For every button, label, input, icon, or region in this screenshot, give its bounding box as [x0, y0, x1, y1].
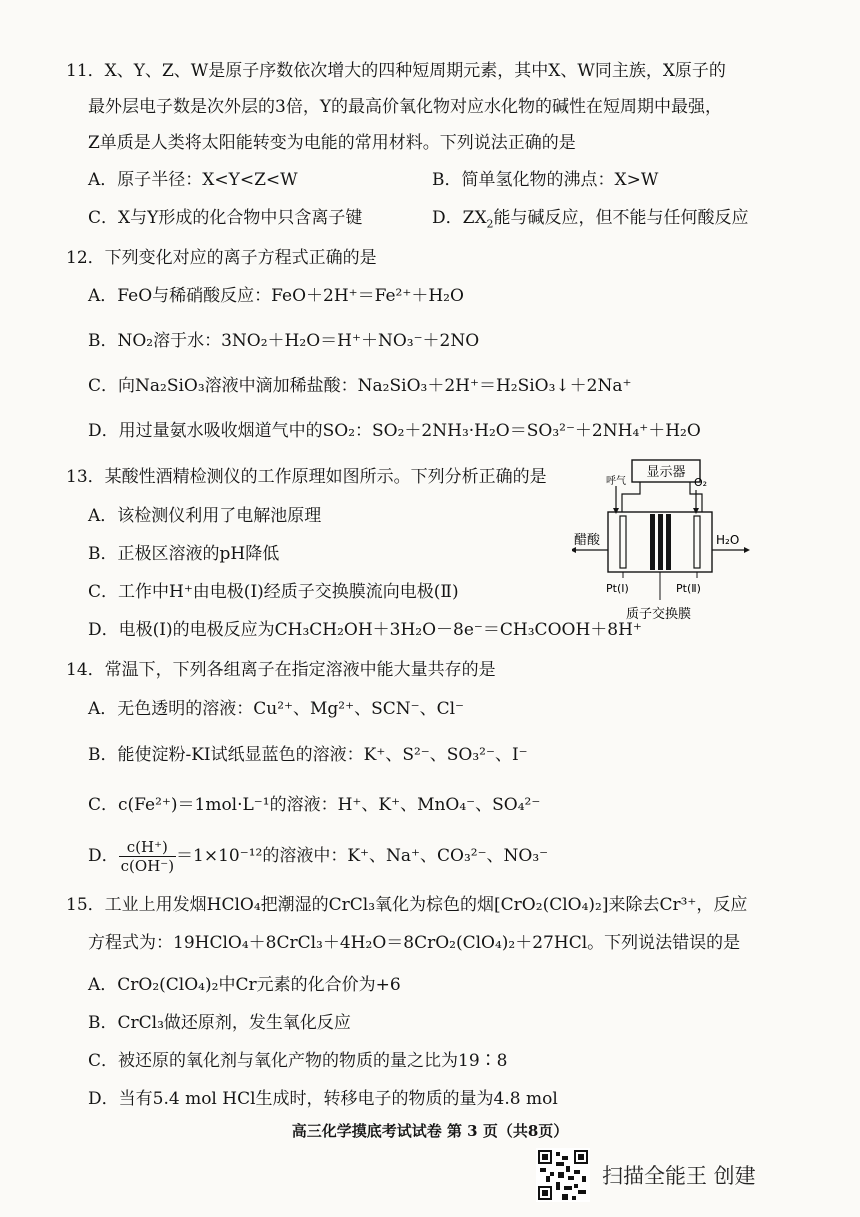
display-label: 显示器 [646, 465, 686, 480]
oxygen-label: O₂ [694, 476, 708, 489]
q14-option-b: B．能使淀粉-KI试纸显蓝色的溶液：K⁺、S²⁻、SO₃²⁻、I⁻ [88, 745, 528, 765]
q13-stem: 13．某酸性酒精检测仪的工作原理如图所示。下列分析正确的是 [66, 467, 547, 487]
q15-option-b: B．CrCl₃做还原剂，发生氧化反应 [88, 1013, 351, 1033]
electrode-pt1 [620, 516, 626, 568]
page-footer: 高三化学摸底考试试卷 第 3 页（共8页） [291, 1122, 569, 1140]
q11-option-c: C．X与Y形成的化合物中只含离子键 [88, 208, 363, 228]
q14-option-c: C．c(Fe²⁺)＝1mol·L⁻¹的溶液：H⁺、K⁺、MnO₄⁻、SO₄²⁻ [88, 795, 541, 815]
concentration-ratio-fraction: $\frac{c(H^+)}{c(OH^-)}$ [120, 838, 175, 875]
alcohol-detector-diagram [572, 454, 752, 644]
pt1-label: Pt(Ⅰ) [606, 582, 629, 595]
q11-option-d: D．$ZX_2$能与碱反应，但不能与任何酸反应 [432, 208, 749, 231]
q13-option-d: D．电极(I)的电极反应为CH₃CH₂OH＋3H₂O－8e⁻＝CH₃COOH＋8H⁺ [88, 620, 642, 640]
q15-option-d: D．当有5.4 mol HCl生成时，转移电子的物质的量为4.8 mol [88, 1089, 558, 1109]
q11-option-b: B．简单氢化物的沸点：X>W [432, 170, 659, 190]
proton-membrane [650, 514, 655, 570]
q12-option-a: A．FeO与稀硝酸反应：FeO＋2H⁺＝Fe²⁺＋H₂O [88, 286, 464, 306]
q11-stem-line1: 11．X、Y、Z、W是原子序数依次增大的四种短周期元素，其中X、W同主族，X原子的 [66, 61, 726, 81]
q11-option-a: A．原子半径：X<Y<Z<W [88, 170, 298, 190]
q14-option-d: D． $\frac{c(H^+)}{c(OH^-)}$ ＝1×10⁻¹²的溶液中：K⁺、Na⁺、CO₃²⁻、NO₃⁻ [88, 838, 549, 875]
q13-option-c: C．工作中H⁺由电极(I)经质子交换膜流向电极(Ⅱ) [88, 582, 459, 602]
q13-option-b: B．正极区溶液的pH降低 [88, 544, 280, 564]
membrane-label: 质子交换膜 [626, 607, 692, 622]
q15-stem-line2: 方程式为：19HClO₄＋8CrCl₃＋4H₂O＝8CrO₂(ClO₄)₂＋27HCl。下列说法错误的是 [88, 933, 741, 953]
q15-stem-line1: 15．工业上用发烟HClO₄把潮湿的CrCl₃氧化为棕色的烟[CrO₂(ClO₄)₂]来除去Cr³⁺，反应 [66, 895, 748, 915]
q15-option-a: A．CrO₂(ClO₄)₂中Cr元素的化合价为+6 [88, 975, 401, 995]
q14-stem: 14．常温下，下列各组离子在指定溶液中能大量共存的是 [66, 660, 496, 680]
q11-stem-line2: 最外层电子数是次外层的3倍，Y的最高价氧化物对应水化物的碱性在短周期中最强， [88, 97, 723, 117]
q12-option-c: C．向Na₂SiO₃溶液中滴加稀盐酸：Na₂SiO₃＋2H⁺＝H₂SiO₃↓＋2Na⁺ [88, 376, 632, 396]
q12-stem: 12．下列变化对应的离子方程式正确的是 [66, 248, 377, 268]
q14-option-a: A．无色透明的溶液：Cu²⁺、Mg²⁺、SCN⁻、Cl⁻ [88, 699, 465, 719]
water-label: H₂O [716, 533, 740, 547]
q13-option-a: A．该检测仪利用了电解池原理 [88, 506, 322, 526]
electrode-pt2 [694, 516, 700, 568]
q12-option-d: D．用过量氨水吸收烟道气中的SO₂：SO₂＋2NH₃·H₂O＝SO₃²⁻＋2NH₄⁺＋H₂O [88, 421, 701, 441]
pt2-label: Pt(Ⅱ) [676, 582, 701, 595]
qr-code-icon [536, 1148, 590, 1202]
scanner-watermark: 扫描全能王 创建 [602, 1164, 756, 1188]
q15-option-c: C．被还原的氧化剂与氧化产物的物质的量之比为19∶8 [88, 1051, 508, 1071]
breath-label: 呼气 [606, 476, 626, 487]
acid-label: 醋酸 [574, 533, 601, 548]
q12-option-b: B．NO₂溶于水：3NO₂＋H₂O＝H⁺＋NO₃⁻＋2NO [88, 331, 480, 351]
q11-stem-line3: Z单质是人类将太阳能转变为电能的常用材料。下列说法正确的是 [88, 133, 576, 153]
